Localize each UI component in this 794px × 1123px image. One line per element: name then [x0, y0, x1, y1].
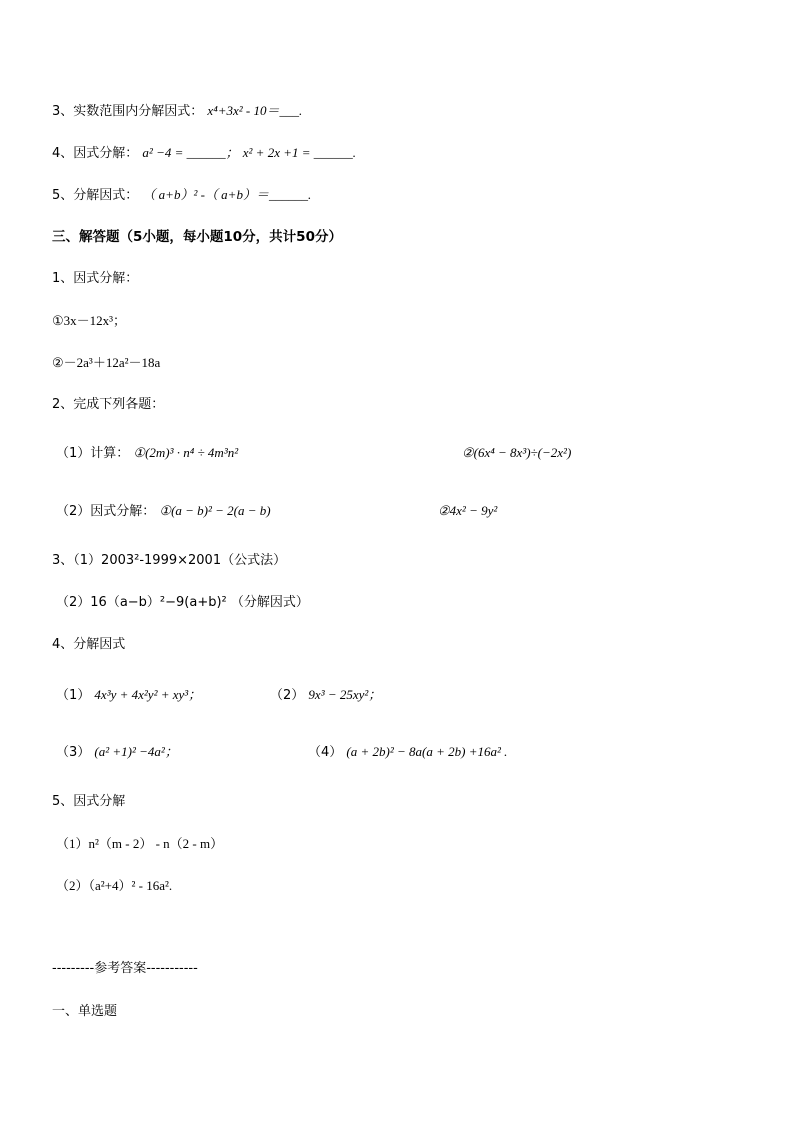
question-5-expression: （ a+b）² -（ a+b）＝______.: [142, 187, 312, 202]
question-4-label: 4、因式分解：: [52, 146, 139, 161]
question-5: [52, 186, 311, 205]
problem-3-line-1: 3、（1）2003²-1999×2001（公式法）: [52, 553, 287, 568]
question-3-label: 3、实数范围内分解因式：: [52, 104, 204, 119]
problem-4-sub-2-expr: 9x³ − 25xy²；: [308, 687, 382, 702]
problem-3-line-2: （2）16（a−b）²−9(a+b)² （分解因式）: [56, 595, 309, 610]
problem-4-sub-4-label: （4）: [308, 745, 343, 760]
problem-4-sub-1-expr: 4x³y + 4x²y² + xy³；: [94, 687, 202, 702]
section-3-heading: 三、解答题（5小题，每小题10分，共计50分）: [52, 229, 342, 245]
problem-2-sub-1: [56, 444, 238, 463]
problem-2-sub-2-expr-a: ①(a − b)² − 2(a − b): [159, 503, 271, 518]
problem-4-sub-4: [308, 743, 507, 762]
question-4: [52, 144, 356, 163]
problem-2-sub-1-label: （1）计算：: [56, 446, 130, 461]
problem-4-sub-1-label: （1）: [56, 688, 91, 703]
problem-4-sub-3-expr: (a² +1)² −4a²；: [94, 744, 178, 759]
question-5-label: 5、分解因式：: [52, 188, 139, 203]
problem-2-title: 2、完成下列各题：: [52, 397, 165, 412]
problem-5-sub-1: （1）n²（m - 2） - n（2 - m）: [56, 836, 224, 851]
problem-4-sub-2: [270, 686, 381, 705]
problem-4-sub-3: [56, 743, 178, 762]
problem-2-sub-1-expr-a: ①(2m)³ · n⁴ ÷ 4m³n²: [133, 445, 239, 460]
answers-separator: ---------参考答案-----------: [52, 961, 198, 976]
problem-4-sub-2-label: （2）: [270, 688, 305, 703]
answers-section-1: 一、单选题: [52, 1004, 118, 1019]
question-3: [52, 102, 302, 121]
problem-4-title: 4、分解因式: [52, 637, 126, 652]
problem-4-sub-4-expr: (a + 2b)² − 8a(a + 2b) +16a² .: [346, 744, 508, 759]
problem-5-title: 5、因式分解: [52, 794, 126, 809]
problem-2-sub-2-expr-b: ②4x² − 9y²: [438, 503, 498, 518]
problem-2-sub-1-expr-b: ②(6x⁴ − 8x³)÷(−2x²): [462, 445, 572, 460]
problem-1-item-2: ②－2a³＋12a²－18a: [52, 355, 161, 370]
problem-1-title: 1、因式分解：: [52, 271, 139, 286]
question-3-expression: x⁴+3x² - 10＝___.: [207, 103, 303, 118]
problem-4-sub-1: [56, 686, 201, 705]
problem-2-sub-2-label: （2）因式分解：: [56, 504, 156, 519]
problem-1-item-1: ①3x－12x³；: [52, 313, 127, 328]
question-4-expression-2: x² + 2x +1 = ______.: [242, 145, 357, 160]
problem-2-sub-2: [56, 502, 271, 521]
problem-4-sub-3-label: （3）: [56, 745, 91, 760]
problem-5-sub-2: （2）（a²+4）² - 16a².: [56, 878, 173, 893]
question-4-expression-1: a² −4 = ______；: [142, 145, 239, 160]
